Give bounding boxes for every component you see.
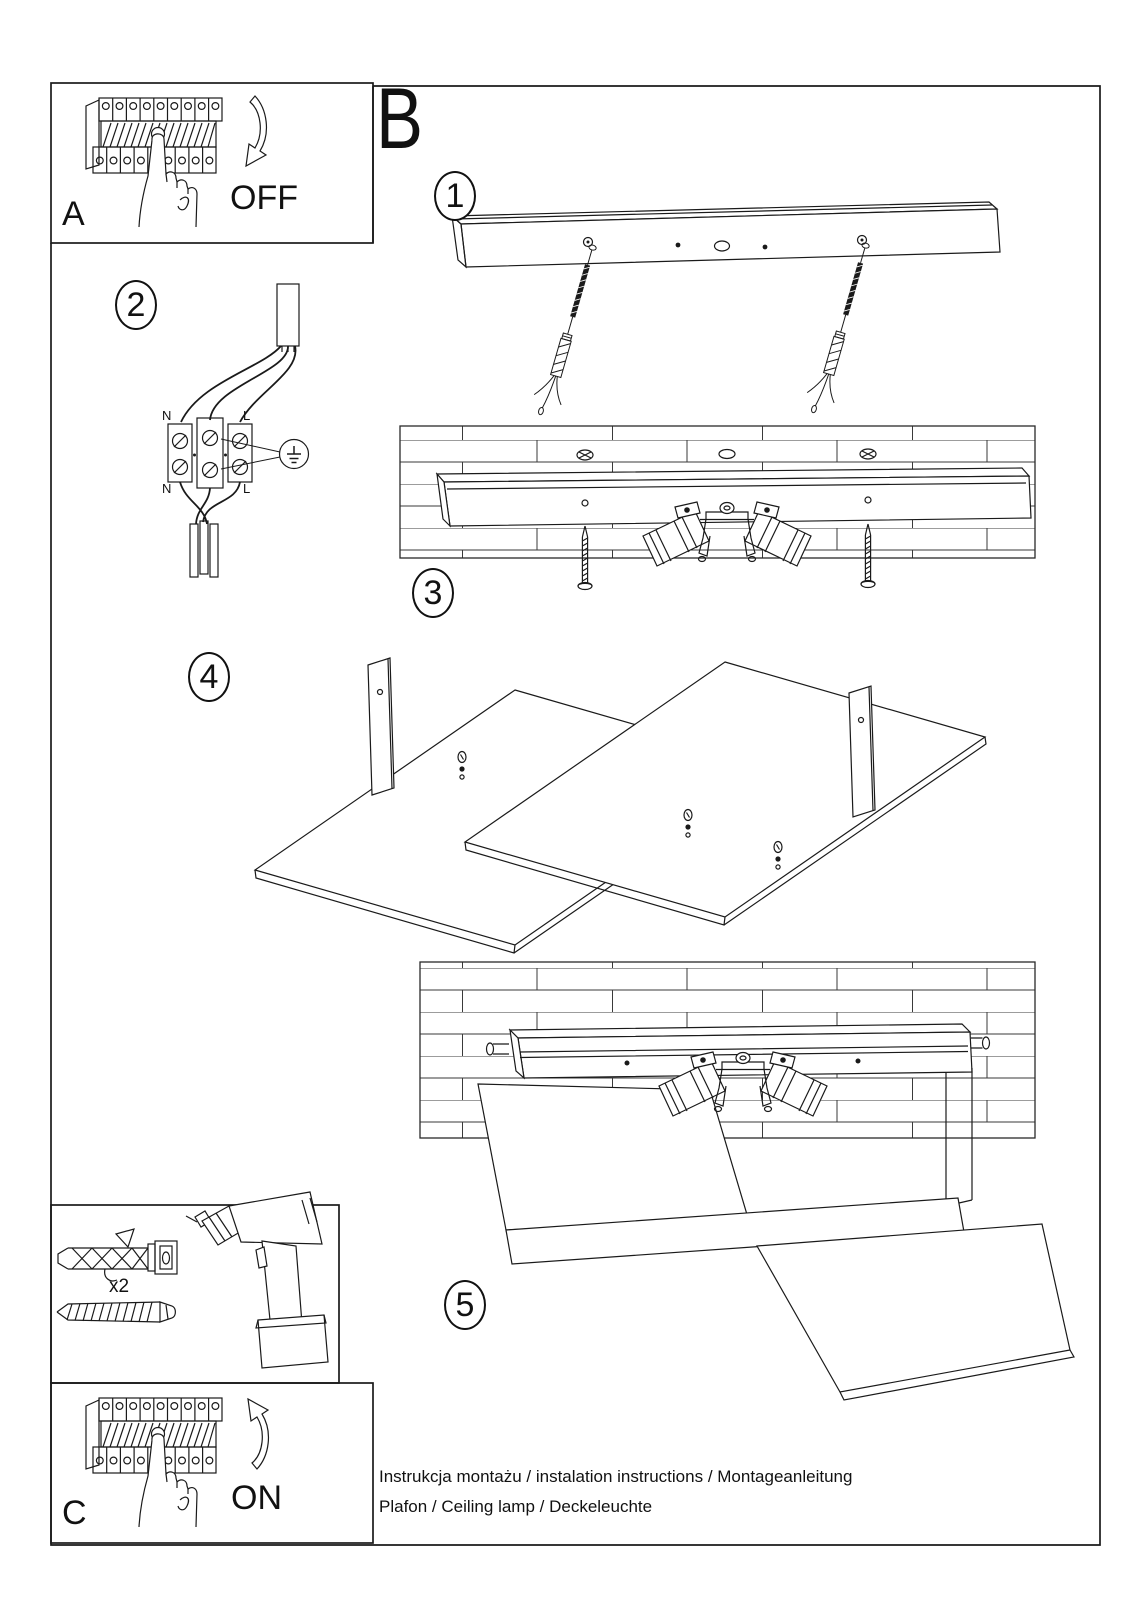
lamp-panel-hanging — [478, 1084, 748, 1230]
anchor-quantity-label: x2 — [109, 1276, 130, 1297]
step4-panels-diagram — [255, 658, 986, 953]
step1-mounting-bar-diagram — [452, 202, 1000, 419]
wall-plug-icon — [58, 1229, 177, 1281]
breaker-off-label: OFF — [230, 179, 298, 217]
terminal-label-l-bottom: L — [243, 481, 251, 496]
drill-icon — [186, 1192, 328, 1368]
center-hole — [719, 450, 735, 459]
wall-anchor-icon — [860, 449, 876, 459]
section-b-label: B — [376, 71, 424, 167]
panel-bracket — [368, 658, 394, 795]
breaker-on-label: ON — [231, 1479, 282, 1517]
step2-wiring-diagram — [168, 284, 309, 577]
terminal-label-n-top: N — [162, 408, 172, 423]
tools-diagram — [57, 1192, 328, 1368]
curved-arrow-up-icon — [248, 1399, 268, 1469]
section-a-label: A — [62, 195, 85, 233]
section-c-label: C — [62, 1494, 87, 1532]
step3-ceiling-mount-diagram — [400, 426, 1035, 590]
screw-icon — [57, 1302, 175, 1322]
curved-arrow-down-icon — [246, 96, 266, 166]
step-3-number: 3 — [412, 568, 454, 618]
footer-product-line: Plafon / Ceiling lamp / Deckeleuchte — [379, 1497, 653, 1516]
panel-bracket — [849, 686, 875, 817]
step-4-number: 4 — [188, 652, 230, 702]
cable-sheath — [277, 284, 299, 346]
earth-ground-icon — [280, 440, 309, 469]
step5-final-assembly-diagram — [420, 962, 1074, 1400]
terminal-label-n-bottom: N — [162, 481, 172, 496]
step-2-number: 2 — [115, 280, 157, 330]
terminal-right — [228, 424, 252, 482]
terminal-left — [168, 424, 192, 482]
wall-anchor-icon — [577, 450, 593, 460]
footer-title-line: Instrukcja montażu / instalation instructions / Montageanleitung — [379, 1467, 853, 1486]
step-5-number: 5 — [444, 1280, 486, 1330]
step-1-number: 1 — [434, 171, 476, 221]
terminal-label-l-top: L — [243, 408, 251, 423]
